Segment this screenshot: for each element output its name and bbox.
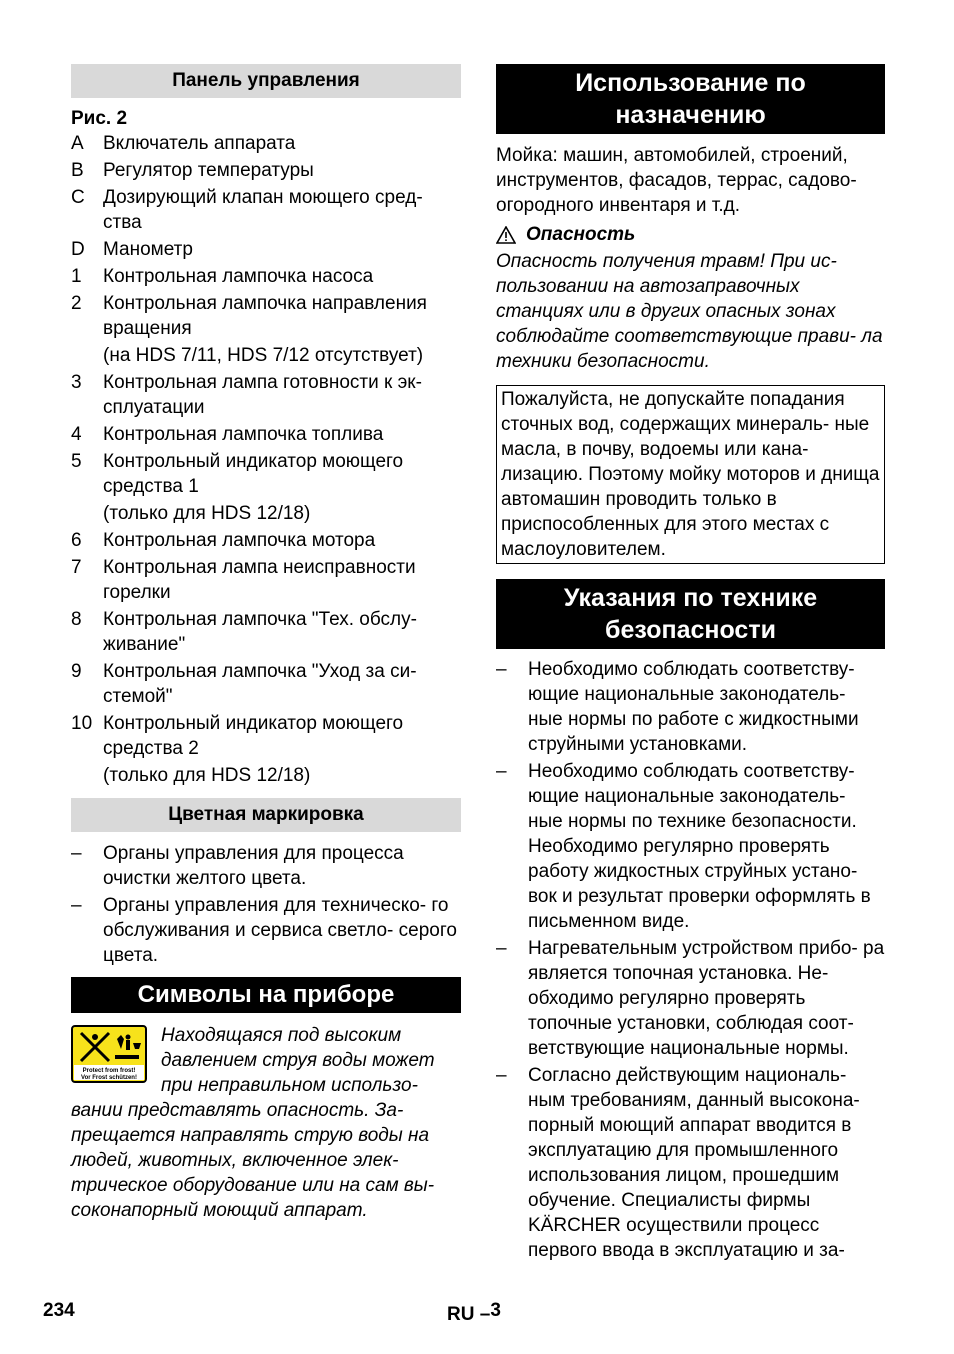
panel-item [71,264,461,289]
panel-item [71,185,461,235]
panel-item-label: Контрольная лампочка направления вращения [103,293,427,339]
panel-item-key: 9 [71,661,82,682]
panel-item-label: Регулятор температуры [103,160,314,181]
panel-item-label: Контрольная лампочка "Тех. обслу- живание" [103,609,417,655]
panel-item-label: Контрольная лампа готовности к эк- сплуатации [103,372,422,418]
panel-item-label: Контрольная лампочка мотора [103,530,376,551]
frost-label-2: Vor Frost schützen! [81,1075,137,1081]
dash-mark: – [496,938,507,959]
safety-item [496,936,885,1061]
panel-item-note: (только для HDS 12/18) [103,765,311,786]
panel-item-note: (на HDS 7/11, HDS 7/12 отсутствует) [103,345,424,366]
danger-text: Опасность получения травм! При ис- пользовании на автозаправочных станциях или в других опасных зонах соблюдайте соответствующие прави- ла техники безопасности. [496,251,883,372]
panel-item-key: 10 [71,713,93,734]
right-column [496,64,885,1265]
panel-item-key: B [71,160,84,181]
panel-item-text [103,131,461,156]
safety-item [496,657,885,757]
panel-item [71,291,461,368]
usage-text: Мойка: машин, автомобилей, строений, инструментов, фасадов, террас, садово- огородного инвентаря и т.д. [496,145,857,216]
panel-item-text [103,555,461,605]
panel-item-label: Контрольная лампочка топлива [103,424,384,445]
panel-item-text [103,264,461,289]
panel-item-label: Контрольная лампочка насоса [103,266,374,287]
panel-item [71,607,461,657]
dash-mark: – [71,843,82,864]
symbols-text: Находящаяся под высоким давлением струя воды может при неправильном использо- вании представлять опасность. За- прещается направлять струю воды на людей, животных, включенное элек- трическое оборудование или на сам вы- соконапорный моющий аппарат. [71,1025,435,1221]
safety-item-text: Согласно действующим националь- ным требованиям, данный высокона- порный моющий аппарат вводится в эксплуатацию для промышленного использования лицом, прошедшим обучение. Специалисты фирмы KÄRCHER осуществили процесс первого ввода в эксплуатацию и за- [528,1065,860,1261]
panel-item-key: 3 [71,372,82,393]
panel-item [71,449,461,526]
panel-item-key: D [71,239,85,260]
panel-item-text [103,370,461,420]
color-heading: Цветная маркировка [71,798,461,832]
panel-item [71,659,461,709]
safety-list [496,657,885,1263]
safety-item [496,759,885,934]
warning-triangle-icon [496,226,516,244]
panel-item [71,528,461,553]
panel-item-key: C [71,187,85,208]
panel-item-key: 5 [71,451,82,472]
dash-mark: – [71,895,82,916]
panel-item-text [103,422,461,447]
dash-mark: – [496,761,507,782]
color-item-text: Органы управления для техническо- го обслуживания и сервиса светло- серого цвета. [103,895,457,966]
panel-item [71,555,461,605]
section-page: 3 [490,1300,501,1321]
panel-item [71,158,461,183]
danger-title: Опасность [526,224,636,245]
panel-item-key: 8 [71,609,82,630]
panel-item-text [103,237,461,262]
usage-heading: Использование по назначению [496,64,885,134]
safety-heading: Указания по технике безопасности [496,579,885,649]
panel-item-label: Контрольный индикатор моющего средства 1 [103,451,404,497]
dash-mark: – [496,659,507,680]
symbols-heading: Символы на приборе [71,977,461,1013]
frost-label-1: Protect from frost! [82,1068,136,1074]
page-number: 234 [43,1300,75,1321]
panel-heading: Панель управления [71,64,461,98]
panel-item-key: 6 [71,530,82,551]
panel-item-label: Манометр [103,239,193,260]
panel-item [71,711,461,788]
panel-item-label: Контрольная лампочка "Уход за си- стемой" [103,661,417,707]
panel-item-key: 1 [71,266,82,287]
panel-list [71,131,461,788]
left-column [71,64,461,1223]
color-item [71,841,461,891]
panel-item [71,131,461,156]
panel-item [71,237,461,262]
safety-item-text: Необходимо соблюдать соответству- ющие национальные законодатель- ные нормы по технике безопасности. Необходимо регулярно проверять работу жидкостных струйных устано- вок и результат проверки оформлять в письменном виде. [528,761,871,932]
panel-item [71,370,461,420]
panel-item-key: A [71,133,84,154]
safety-item [496,1063,885,1263]
figure-label: Рис. 2 [71,108,128,129]
panel-item-text [103,659,461,709]
environment-box: Пожалуйста, не допускайте попадания сточных вод, содержащих минераль- ные масла, в почву, водоемы или кана- лизацию. Поэтому мойку моторов и днища автомашин проводить только в приспособленных для этого местах с маслоуловителем. [496,385,885,564]
safety-item-text: Нагревательным устройством прибо- ра является топочная установка. Не- обходимо регулярно проверять топочные установки, соблюдая соот- ветствующие национальные нормы. [528,938,885,1059]
color-list [71,841,461,968]
panel-item-text [103,711,461,788]
panel-item-key: 7 [71,557,82,578]
panel-item-label: Включатель аппарата [103,133,296,154]
panel-item-note: (только для HDS 12/18) [103,503,311,524]
panel-item-text [103,528,461,553]
panel-item-text [103,607,461,657]
color-item [71,893,461,968]
panel-item-text [103,185,461,235]
panel-item-text [103,158,461,183]
panel-item [71,422,461,447]
panel-item-text [103,449,461,526]
safety-item-text: Необходимо соблюдать соответству- ющие национальные законодатель- ные нормы по работе с жидкостными струйными установками. [528,659,859,755]
panel-item-text [103,291,461,368]
danger-title-row [496,222,885,247]
panel-item-label: Контрольная лампа неисправности горелки [103,557,416,603]
panel-item-label: Дозирующий клапан моющего сред- ства [103,187,423,233]
panel-item-label: Контрольный индикатор моющего средства 2 [103,713,404,759]
panel-item-key: 2 [71,293,82,314]
dash-mark: – [496,1065,507,1086]
section-page-label [447,1298,501,1327]
symbols-block [71,1023,461,1223]
frost-warning-icon [71,1025,147,1083]
language-code: RU [447,1304,475,1325]
section-dash: – [479,1304,491,1325]
color-item-text: Органы управления для процесса очистки желтого цвета. [103,843,404,889]
panel-item-key: 4 [71,424,82,445]
